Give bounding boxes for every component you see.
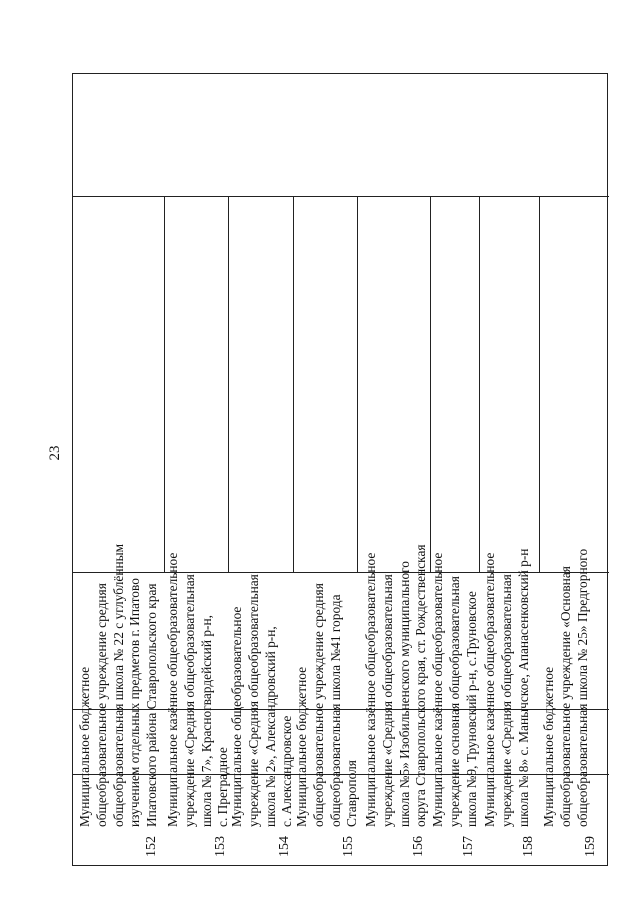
text-line: школа № 2», Александровский р-н, [262,626,278,827]
text-line: с. Александровское [279,715,295,827]
text-line: учреждение «Средняя общеобразовательная [498,574,514,827]
row-number: 155 [341,836,356,857]
school-name [430,457,480,827]
text-line: Муниципальное казённое общеобразовательное [165,552,180,827]
text-line: школа № 7», Красногвардейский р-н, [198,614,214,827]
row-number: 157 [461,836,476,857]
text-line: учреждение «Средняя общеобразовательная [181,574,197,827]
row-number: 154 [277,836,292,857]
column-divider [73,196,609,197]
text-line: Муниципальное казенное общеобразовательное [482,552,497,827]
row-number: 152 [144,836,159,857]
rotated-table-content [72,456,608,866]
text-line: общеобразовательное учреждение средняя [93,583,109,827]
row-number: 156 [411,836,426,857]
school-name [77,457,161,827]
text-line: Муниципальное казённое общеобразовательное [363,552,378,827]
text-line: общеобразовательная школа № 22 с углублённым [110,543,126,827]
text-line: школа № 8» с. Манычское, Апанасенковский р-н [515,548,531,827]
text-line: Муниципальное общеобразовательное [229,606,244,827]
text-line: учреждение «Средняя общеобразовательная [245,574,261,827]
page-number: 23 [47,445,63,461]
text-line: Муниципальное бюджетное [294,666,309,827]
school-name [363,457,430,827]
text-line: Муниципальное бюджетное [541,666,556,827]
text-line: округа Ставропольского края, ст. Рождественская [413,544,429,827]
school-name [541,457,591,827]
row-number: 158 [521,836,536,857]
school-name [229,457,296,827]
text-line: школа №9, Труновский р-н, с.Труновское [463,591,479,827]
school-name [294,457,361,827]
text-line: Муниципальное бюджетное [77,666,92,827]
text-line: с. Преградное [215,747,231,827]
row-number: 153 [213,836,228,857]
text-line: общеобразовательная школа № 25» Предгорного [574,548,590,827]
school-name [482,457,532,827]
text-line: общеобразовательное учреждение средняя [310,583,326,827]
row-number: 159 [583,836,598,857]
text-line: общеобразовательное учреждение «Основная [557,566,573,827]
text-line: Ипатовского района Ставропольского края [144,583,160,827]
text-line: общеобразовательная школа №41 города [327,594,343,827]
text-line: изучением отдельных предметов г. Ипатово [127,578,143,827]
text-line: Муниципальное казённое общеобразовательное [430,552,445,827]
text-line: Ставрополя [344,760,360,827]
text-line: учреждение «Средняя общеобразовательная [379,574,395,827]
school-name [165,457,232,827]
text-line: школа №5» Изобильненского муниципального [396,561,412,827]
text-line: учреждение основная общеобразовательная [446,576,462,827]
